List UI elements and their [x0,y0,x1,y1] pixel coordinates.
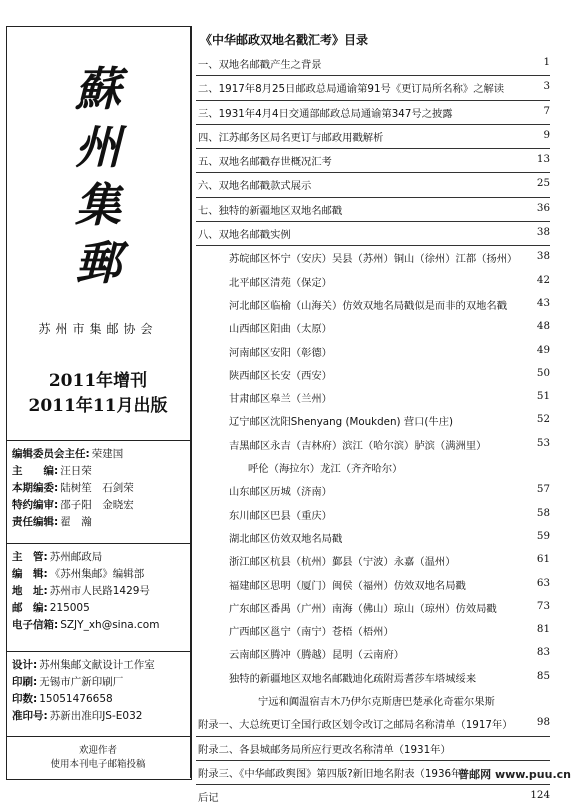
toc-entry[interactable] [196,503,550,526]
toc-entry[interactable] [196,52,550,76]
toc-entry-title: 湖北邮区仿效双地名局戳 [229,532,343,545]
association-name: 苏州市集邮协会 [38,322,158,336]
toc-entry-title: 福建邮区思明（厦门）闽侯（福州）仿效双地名局戳 [229,579,466,592]
toc-entry-page: 98 [536,716,550,729]
toc-entry[interactable] [196,409,550,432]
toc-entry[interactable] [196,526,550,549]
toc-entry-page: 61 [536,553,550,566]
toc-entry-title: 附录三、《中华邮政舆图》第四版?新旧地名附表（1936年） [198,767,472,780]
toc-entry-page: 42 [536,273,550,286]
toc-entry-page: 83 [536,646,550,659]
toc-entry-title: 河北邮区临榆（山海关）仿效双地名局戳似是而非的双地名戳 [229,299,508,312]
toc-entry-title: 苏皖邮区怀宁（安庆）吴县（苏州）铜山（徐州）江都（扬州） [229,253,518,266]
toc-entry-page: 3 [543,80,550,93]
issue-date: 2011年11月出版 [28,396,168,416]
issue-supplement: 2011年增刊 [48,371,148,391]
toc-entry-page: 7 [543,104,550,117]
staff-row: 责任编辑: 翟 瀚 [12,516,92,528]
toc-entry-page: 43 [536,296,550,309]
toc-entry-page: 25 [536,177,550,190]
toc-entry-page: 63 [536,576,550,589]
toc-entry[interactable] [196,785,550,808]
production-row: 准印号: 苏新出准印JS-E032 [12,710,143,722]
toc-entry-page: 73 [536,599,550,612]
toc-entry-title: 独特的新疆地区双地名邮戳迪化疏附焉耆莎车塔城绥来 [229,672,477,685]
toc-entry-title: 附录二、各县城邮务局所应行更改名称清单（1931年） [198,743,451,756]
toc-entry-title: 八、双地名邮戳实例 [198,229,291,242]
toc-entry-title: 五、双地名邮戳存世概况汇考 [198,156,332,169]
toc-entry-title: 甘肃邮区皋兰（兰州） [229,393,332,406]
staff-block [12,445,190,530]
toc-entry[interactable] [196,712,550,736]
toc-entry[interactable] [196,316,550,339]
column-divider [190,26,191,778]
toc-entry[interactable] [196,246,550,269]
toc-entry[interactable] [196,363,550,386]
logo-char: 蘇 [75,62,121,116]
toc-entry[interactable] [196,737,550,761]
toc-entry[interactable] [196,101,550,125]
toc-entry-page: 59 [536,529,550,542]
toc-entry-title: 河南邮区安阳（彰德） [229,346,332,359]
toc-entry-title: 东川邮区巴县（重庆） [229,509,332,522]
logo-char: 州 [75,120,121,174]
email-row[interactable]: 电子信箱: SZJY_xh@sina.com [12,618,160,631]
toc-entry-page: 85 [536,669,550,682]
toc-entry-title: 呼伦（海拉尔）龙江（齐齐哈尔） [248,463,403,476]
toc-entry[interactable] [196,293,550,316]
toc-entry[interactable] [196,573,550,596]
toc-entry[interactable] [196,386,550,409]
toc-entry[interactable] [196,479,550,502]
toc-entry[interactable] [196,549,550,572]
toc-entry-title: 后记 [198,792,219,805]
toc-entry-page: 36 [536,201,550,214]
toc-entry-title: 四、江苏邮务区局名更订与邮政用戳解析 [198,131,384,144]
toc-entry-page: 57 [536,483,550,496]
divider-line [6,736,191,737]
staff-row: 本期编委: 陆树笙 石剑荣 [12,482,134,494]
toc-entry-title: 北平邮区清苑（保定） [229,276,332,289]
toc-entry-title: 陕西邮区长安（西安） [229,369,332,382]
staff-row: 特约编审: 邵子阳 金晓宏 [12,499,134,511]
toc-entry-page: 53 [536,436,550,449]
toc-entry-page: 81 [536,623,550,636]
toc-entry-page: 9 [543,128,550,141]
divider-line [6,440,191,441]
toc-entry[interactable] [196,173,550,197]
toc-entry[interactable] [196,340,550,363]
toc-entry-title: 山西邮区阳曲（太原） [229,323,332,336]
calligraphy-logo [58,60,138,292]
toc-entry-page: 124 [530,789,550,802]
toc-entry-title: 二、1917年8月25日邮政总局通谕第91号《更订局所名称》之解读 [198,83,505,96]
staff-row: 主 编: 汪日荣 [12,465,92,477]
toc-entry[interactable] [196,76,550,100]
toc-entry-page: 51 [536,390,550,403]
toc-entry-title: 广西邮区邕宁（南宁）苍梧（梧州） [229,626,394,639]
toc-entry-page: 1 [543,56,550,68]
toc-entry-title: 广东邮区番禺（广州）南海（佛山）琼山（琼州）仿效局戳 [229,602,497,615]
toc-entry[interactable] [196,433,550,456]
toc-entry-title: 浙江邮区杭县（杭州）鄞县（宁波）永嘉（温州） [229,556,456,569]
logo-char: 郵 [75,236,121,290]
toc-entry-page: 38 [536,226,550,239]
toc-entry[interactable] [196,222,550,246]
publisher-row: 邮 编: 215005 [12,601,90,614]
toc-entry-title: 七、独特的新疆地区双地名邮戳 [198,204,343,217]
toc-entry-title: 吉黑邮区永吉（吉林府）滨江（哈尔滨）胪滨（满洲里） [229,439,487,452]
toc-entry[interactable] [196,456,550,479]
footer-note: 欢迎作者 使用本刊电子邮箱投稿 [50,745,146,770]
production-row: 设计: 苏州集邮文献设计工作室 [12,659,155,671]
publisher-row: 主 管: 苏州邮政局 [12,551,103,563]
toc-entry-page: 48 [536,320,550,333]
toc-entry-page: 50 [536,366,550,379]
toc-entry-title: 宁远和阗温宿吉木乃伊尔克斯唐巴楚承化奇霍尔果斯 [258,696,495,709]
table-of-contents [196,52,550,809]
staff-row: 编辑委员会主任: 荣建国 [12,448,124,460]
logo-char: 集 [75,178,121,232]
toc-entry-title: 附录一、大总统更订全国行政区划令改订之邮局名称清单（1917年） [198,719,513,732]
toc-entry[interactable] [196,125,550,149]
site-watermark[interactable]: 普邮网 www.puu.cn [458,768,571,781]
toc-entry-page: 49 [536,343,550,356]
divider-line [6,651,191,652]
production-row: 印刷: 无锡市广新印刷厂 [12,676,124,688]
toc-entry-title: 三、1931年4月4日交通部邮政总局通谕第347号之披露 [198,107,453,120]
publisher-block [12,548,190,633]
toc-entry[interactable] [196,198,550,222]
toc-entry[interactable] [196,619,550,642]
toc-entry-title: 辽宁邮区沈阳Shenyang (Moukden) 营口(牛庄) [229,416,454,429]
toc-entry[interactable] [196,642,550,665]
toc-entry-title: 一、双地名邮戳产生之背景 [198,59,322,71]
publisher-row: 地 址: 苏州市人民路1429号 [12,585,150,597]
toc-entry-title: 山东邮区历城（济南） [229,486,332,499]
toc-title: 《中华邮政双地名戳汇考》目录 [200,33,369,47]
production-row: 印数: 15051476658 [12,692,113,705]
toc-entry[interactable] [196,270,550,293]
toc-entry-page: 38 [536,250,550,263]
toc-entry[interactable] [196,666,550,689]
toc-entry[interactable] [196,689,550,712]
toc-entry[interactable] [196,149,550,173]
toc-entry[interactable] [196,596,550,619]
toc-entry-title: 云南邮区腾冲（腾越）昆明（云南府） [229,649,405,662]
toc-entry-title: 六、双地名邮戳款式展示 [198,180,312,193]
toc-entry-page: 13 [536,153,550,166]
publisher-row: 编 辑: 《苏州集邮》编辑部 [12,568,145,580]
toc-entry-page: 58 [536,506,550,519]
divider-line [6,543,191,544]
toc-entry-page: 52 [536,413,550,426]
production-block [12,656,190,724]
